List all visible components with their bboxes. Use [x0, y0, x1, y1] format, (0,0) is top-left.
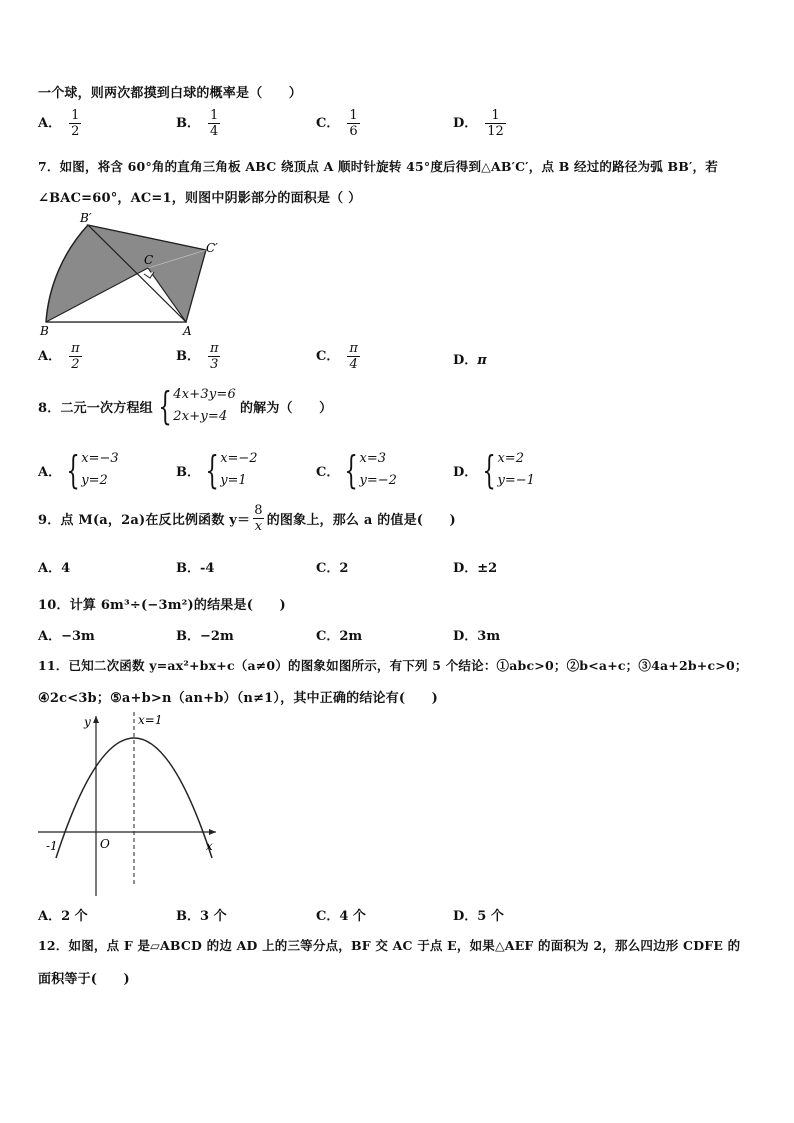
q10-option-a: A．−3m [38, 629, 95, 644]
x-axis-arrow [209, 829, 216, 835]
q12-stem-line2: 面积等于( ) [38, 972, 130, 987]
q8-option-a: A． { x=−3 y=2 [38, 448, 119, 492]
q8-eq2: 2x+y=4 [173, 409, 228, 424]
q10-option-c: C．2m [316, 629, 363, 644]
q7-stem-line1: 7．如图，将含 60°角的直角三角板 ABC 绕顶点 A 顺时针旋转 45°度后得到△AB′C′，点 B 经过的路径为弧 BB′，若 [38, 159, 718, 174]
q6-stem: 一个球，则两次都摸到白球的概率是（ ） [38, 86, 303, 101]
label-b-prime: B′ [80, 211, 92, 225]
label-b: B [40, 324, 49, 338]
q11-option-c: C．4 个 [316, 909, 366, 924]
q11-option-a: A．2 个 [38, 909, 88, 924]
label-c: C [144, 253, 154, 267]
y-axis-arrow [93, 716, 99, 723]
q10-option-d: D．3m [453, 629, 501, 644]
q11-parabola-figure [34, 708, 224, 898]
q7-rotation-figure [36, 208, 226, 338]
q10-option-b: B．−2m [176, 629, 234, 644]
q8-option-c: C． { x=3 y=−2 [316, 448, 397, 492]
q8-prefix: 8．二元一次方程组 [38, 400, 153, 416]
q7-option-b: B． $\frac{\pi}{3}$ [176, 341, 219, 372]
q7-option-d: D．π [453, 353, 487, 368]
q9-option-d: D．±2 [453, 561, 498, 576]
q9-option-c: C．2 [316, 561, 349, 576]
q9-stem: 9．点 M(a，2a)在反比例函数 y＝ $\frac{8}{x}$ 的图象上，那么 a 的值是( ) [38, 503, 456, 534]
q8-eq1: 4x+3y=6 [173, 387, 236, 402]
q11-stem-line2: ④2c<3b；⑤a+b>n（an+b）（n≠1），其中正确的结论有( ) [38, 691, 439, 706]
q6-option-c: C． $\frac{1}{6}$ [316, 108, 358, 139]
q8-option-b: B． { x=−2 y=1 [176, 448, 258, 492]
q11-option-b: B．3 个 [176, 909, 227, 924]
label-origin: O [100, 837, 110, 851]
label-minus-one: -1 [46, 839, 58, 853]
q11-stem-line1: 11．已知二次函数 y=ax²+bx+c（a≠0）的图象如图所示，有下列 5 个结论：①abc>0；②b<a+c；③4a+2b+c>0； [38, 658, 748, 673]
q9-prefix: 9．点 M(a，2a)在反比例函数 y＝ [38, 513, 251, 528]
q10-stem: 10．计算 6m³÷(−3m²)的结果是( ) [38, 598, 286, 613]
label-x-eq-1: x=1 [138, 713, 163, 727]
label-x: x [206, 839, 213, 853]
q8-option-d: D． { x=2 y=−1 [453, 448, 535, 492]
q8-system: { 4x+3y=6 2x+y=4 [158, 384, 236, 428]
label-c-prime: C′ [206, 241, 218, 255]
q12-stem-line1: 12．如图，点 F 是▱ABCD 的边 AD 上的三等分点，BF 交 AC 于点 E，如果△AEF 的面积为 2，那么四边形 CDFE 的 [38, 938, 741, 953]
q6-option-b: B． $\frac{1}{4}$ [176, 108, 219, 139]
q9-suffix: 的图象上，那么 a 的值是( ) [266, 513, 456, 528]
q8-stem [38, 384, 332, 428]
q6-option-d: D． $\frac{1}{12}$ [453, 108, 504, 139]
q11-option-d: D．5 个 [453, 909, 504, 924]
q8-suffix: 的解为（ ） [239, 400, 333, 416]
label-y: y [84, 715, 91, 729]
q9-option-a: A．4 [38, 561, 71, 576]
label-a: A [183, 324, 192, 338]
q7-option-c: C． $\frac{\pi}{4}$ [316, 341, 358, 372]
q7-stem-line2: ∠BAC=60°，AC=1，则图中阴影部分的面积是（ ） [38, 191, 362, 206]
q9-option-b: B．-4 [176, 561, 215, 576]
q7-option-a: A． $\frac{\pi}{2}$ [38, 341, 80, 372]
q6-option-a: A． $\frac{1}{2}$ [38, 108, 80, 139]
